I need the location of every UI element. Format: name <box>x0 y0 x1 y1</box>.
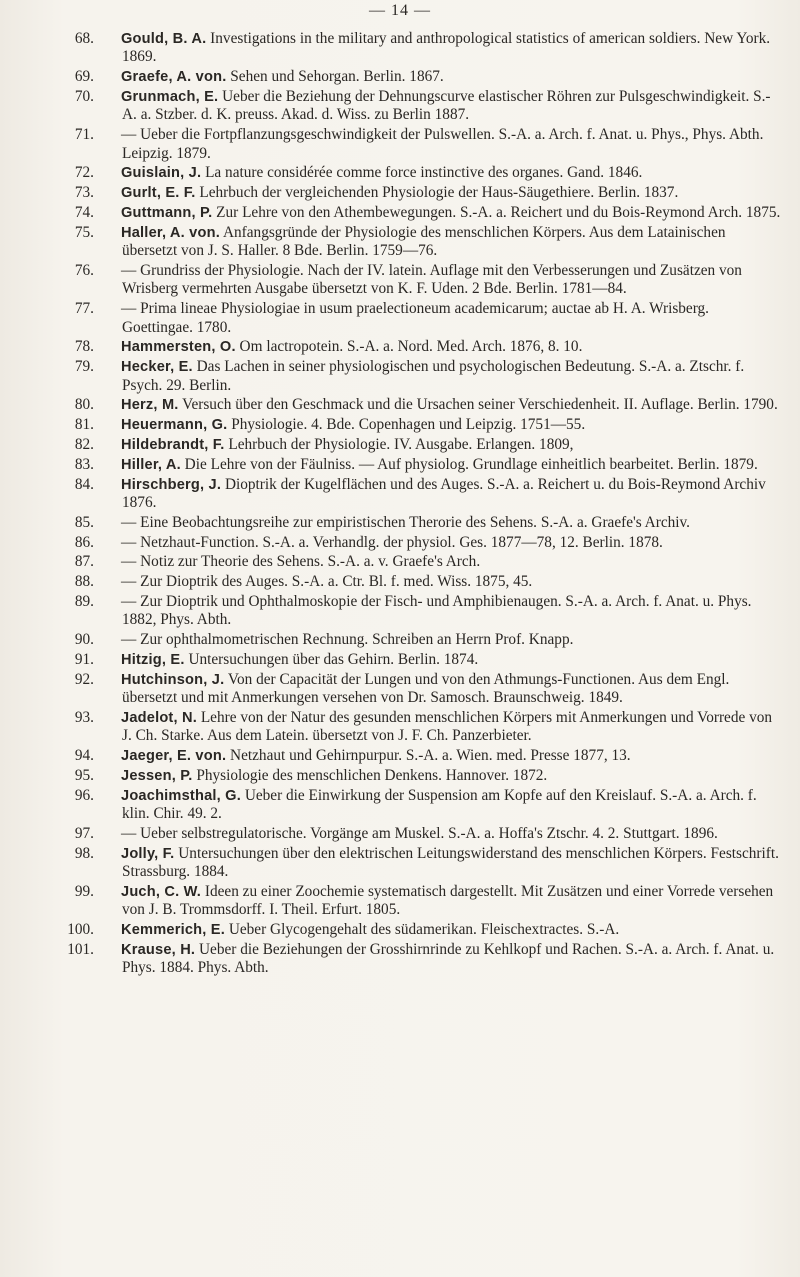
bibliography-entry <box>62 416 782 434</box>
entry-number: 92. <box>74 670 94 688</box>
entry-body <box>122 921 782 939</box>
bibliography-entry <box>62 164 782 182</box>
entry-body <box>122 224 782 261</box>
bibliography-entry <box>62 224 782 261</box>
entry-body <box>122 883 782 920</box>
entry-number: 70. <box>74 88 94 105</box>
entry-author: Grunmach, E. <box>121 89 219 105</box>
bibliography-entry <box>62 767 782 785</box>
bibliography-entry <box>62 88 782 125</box>
entry-number: 76. <box>74 262 94 279</box>
entry-body <box>122 787 782 824</box>
entry-title: Om lactropotein. S.-A. a. Nord. Med. Arch. 1876, 8. 10. <box>235 338 583 356</box>
entry-number: 82. <box>74 436 94 453</box>
bibliography-entry <box>62 456 782 474</box>
bibliography-entry <box>62 787 782 824</box>
entry-author: Jadelot, N. <box>121 709 197 726</box>
bibliography-entry <box>62 436 782 454</box>
bibliography-entry <box>62 300 782 337</box>
entry-author: Hiller, A. <box>121 456 181 473</box>
bibliography-entry <box>62 126 782 163</box>
entry-author: Jaeger, E. von. <box>121 748 227 765</box>
bibliography-entry <box>62 396 782 414</box>
entry-title: Lehrbuch der Physiologie. IV. Ausgabe. Erlangen. 1809, <box>224 436 574 453</box>
entry-number: 98. <box>74 844 94 862</box>
entry-number: 101. <box>67 940 94 958</box>
entry-title: Physiologie. 4. Bde. Copenhagen und Leipzig. 1751—55. <box>227 416 586 434</box>
entry-number: 79. <box>74 358 94 376</box>
entry-title: Ideen zu einer Zoochemie systematisch dargestellt. Mit Zusätzen und einer Vorrede versehen von J. B. Trommsdorff. I. Theil. Erfurt. 1805. <box>122 882 774 919</box>
entry-author: Guislain, J. <box>121 165 202 182</box>
entry-title: Ueber die Einwirkung der Suspension am Kopfe auf den Kreislauf. S.-A. a. Arch. f. klin. Chir. 49. 2. <box>122 786 757 823</box>
entry-title: Anfangsgründe der Physiologie des menschlichen Körpers. Aus dem Latainischen übersetzt von J. S. Haller. 8 Bde. Berlin. 1759—76. <box>122 223 726 260</box>
entry-title: — Zur Dioptrik des Auges. S.-A. a. Ctr. Bl. f. med. Wiss. 1875, 45. <box>121 573 533 591</box>
entry-author: Hecker, E. <box>121 359 193 376</box>
entry-title: Lehre von der Natur des gesunden menschlichen Körpers mit Anmerkungen und Vorrede von J. Ch. Starke. Aus dem Latein. übersetzt von J. F. Ch. Panzerbieter. <box>122 708 773 745</box>
bibliography-entry <box>62 631 782 649</box>
entry-body <box>122 262 782 299</box>
entry-title: Physiologie des menschlichen Denkens. Hannover. 1872. <box>192 766 548 784</box>
entry-number: 72. <box>74 164 94 182</box>
entry-body <box>122 747 782 765</box>
entry-title: Untersuchungen über das Gehirn. Berlin. 1874. <box>184 650 479 668</box>
entry-body <box>122 825 782 843</box>
entry-author: Herz, M. <box>121 397 179 414</box>
entry-author: Graefe, A. von. <box>121 69 227 86</box>
bibliography-entry <box>62 825 782 843</box>
entry-number: 74. <box>74 204 94 221</box>
entry-number: 96. <box>74 786 94 804</box>
entry-title: Das Lachen in seiner physiologischen und psychologischen Bedeutung. S.-A. a. Ztschr. f. Psych. 29. Berlin. <box>122 358 745 394</box>
entry-number: 100. <box>67 921 94 939</box>
entry-title: — Notiz zur Theorie des Sehens. S.-A. a. v. Graefe's Arch. <box>121 553 481 571</box>
entry-body <box>122 593 782 630</box>
entry-title: Ueber die Beziehung der Dehnungscurve elastischer Röhren zur Pulsgeschwindigkeit. S.-A. a. Stzber. d. K. preuss. Akad. d. Wiss. zu Berlin 1887. <box>122 88 771 124</box>
entry-title: Die Lehre von der Fäulniss. — Auf physiolog. Grundlage einheitlich bearbeitet. Berlin. 1879. <box>180 455 758 473</box>
entry-author: Hildebrandt, F. <box>121 437 225 453</box>
entry-body <box>122 88 782 125</box>
entry-title: Sehen und Sehorgan. Berlin. 1867. <box>226 68 444 86</box>
entry-number: 71. <box>74 126 94 144</box>
entry-title: Versuch über den Geschmack und die Ursachen seiner Verschiedenheit. II. Auflage. Berlin. 1790. <box>178 396 778 414</box>
bibliography-entry <box>62 358 782 395</box>
entry-title: La nature considérée comme force instinctive des organes. Gand. 1846. <box>201 164 643 182</box>
bibliography-entry <box>62 204 782 222</box>
entry-title: — Netzhaut-Function. S.-A. a. Verhandlg. der physiol. Ges. 1877—78, 12. Berlin. 1878. <box>121 533 663 551</box>
bibliography-entry <box>62 534 782 552</box>
bibliography-entry <box>62 651 782 669</box>
entry-title: Untersuchungen über den elektrischen Leitungswiderstand des menschlichen Körpers. Festschrift. Strassburg. 1884. <box>122 844 779 881</box>
entry-number: 81. <box>74 416 94 434</box>
entry-number: 87. <box>74 553 94 571</box>
entry-author: Joachimsthal, G. <box>121 787 241 804</box>
entry-number: 95. <box>74 766 94 784</box>
entry-author: Kemmerich, E. <box>121 922 225 939</box>
entry-number: 94. <box>74 747 94 765</box>
bibliography-entry <box>62 845 782 882</box>
entry-number: 73. <box>74 184 94 202</box>
entry-body <box>122 534 782 552</box>
entry-number: 89. <box>74 592 94 610</box>
bibliography-list <box>62 30 782 979</box>
bibliography-entry <box>62 941 782 978</box>
bibliography-entry <box>62 573 782 591</box>
entry-author: Hitzig, E. <box>121 651 185 668</box>
entry-number: 90. <box>74 631 94 649</box>
entry-title: Netzhaut und Gehirnpurpur. S.-A. a. Wien. med. Presse 1877, 13. <box>226 747 631 765</box>
entry-body <box>122 300 782 337</box>
entry-author: Krause, H. <box>121 941 196 958</box>
entry-body <box>122 651 782 669</box>
page-number: — 14 — <box>369 2 431 19</box>
entry-title: Investigations in the military and anthropological statistics of american soldiers. New York. 1869. <box>122 30 771 66</box>
entry-author: Gould, B. A. <box>121 31 207 47</box>
entry-body <box>122 358 782 395</box>
entry-number: 86. <box>74 533 94 551</box>
bibliography-entry <box>62 553 782 571</box>
entry-title: Ueber Glycogengehalt des südamerikan. Fleischextractes. S.-A. <box>225 921 620 939</box>
entry-number: 84. <box>74 475 94 493</box>
entry-body <box>122 68 782 86</box>
entry-author: Gurlt, E. F. <box>121 185 196 202</box>
entry-author: Hutchinson, J. <box>121 671 225 688</box>
bibliography-entry <box>62 262 782 299</box>
bibliography-entry <box>62 593 782 630</box>
entry-body <box>122 396 782 414</box>
entry-number: 69. <box>74 68 94 86</box>
entry-number: 75. <box>74 223 94 241</box>
entry-title: Dioptrik der Kugelflächen und des Auges. S.-A. a. Reichert u. du Bois-Reymond Archiv 1876. <box>122 475 766 511</box>
bibliography-entry <box>62 671 782 708</box>
entry-number: 93. <box>74 708 94 726</box>
bibliography-entry <box>62 68 782 86</box>
entry-number: 77. <box>74 300 94 318</box>
entry-number: 68. <box>74 30 94 47</box>
entry-body <box>122 456 782 474</box>
entry-body <box>122 184 782 202</box>
entry-author: Guttmann, P. <box>121 205 213 221</box>
entry-body <box>122 338 782 356</box>
bibliography-entry <box>62 184 782 202</box>
entry-number: 91. <box>74 650 94 668</box>
entry-author: Haller, A. von. <box>121 224 220 241</box>
entry-number: 88. <box>74 573 94 591</box>
entry-number: 99. <box>74 882 94 900</box>
bibliography-entry <box>62 30 782 67</box>
entry-title: Zur Lehre von den Athembewegungen. S.-A. a. Reichert und du Bois-Reymond Arch. 1875. <box>212 204 781 221</box>
entry-title: — Eine Beobachtungsreihe zur empiristischen Therorie des Sehens. S.-A. a. Graefe's Archiv. <box>121 513 690 531</box>
entry-title: — Zur Dioptrik und Ophthalmoskopie der Fisch- und Amphibienaugen. S.-A. a. Arch. f. Anat. u. Phys. 1882, Phys. Abth. <box>121 592 752 629</box>
entry-body <box>122 845 782 882</box>
entry-title: Von der Capacität der Lungen und von den Athmungs-Functionen. Aus dem Engl. übersetzt und mit Anmerkungen versehen von Dr. Samosch. Braunschweig. 1849. <box>122 670 730 707</box>
entry-body <box>122 553 782 571</box>
entry-author: Hirschberg, J. <box>121 476 222 493</box>
entry-body <box>122 416 782 434</box>
entry-body <box>122 126 782 163</box>
entry-title: — Zur ophthalmometrischen Rechnung. Schreiben an Herrn Prof. Knapp. <box>121 631 574 649</box>
entry-title: Ueber die Beziehungen der Grosshirnrinde zu Kehlkopf und Rachen. S.-A. a. Arch. f. Anat. u. Phys. 1884. Phys. Abth. <box>122 940 775 977</box>
entry-author: Hammersten, O. <box>121 339 236 356</box>
entry-title: — Ueber die Fortpflanzungsgeschwindigkeit der Pulswellen. S.-A. a. Arch. f. Anat. u. Phys., Phys. Abth. Leipzig. 1879. <box>121 126 764 162</box>
entry-number: 83. <box>74 455 94 473</box>
entry-author: Heuermann, G. <box>121 417 228 434</box>
entry-number: 80. <box>74 396 94 414</box>
entry-body <box>122 941 782 978</box>
entry-body <box>122 164 782 182</box>
entry-title: — Ueber selbstregulatorische. Vorgänge am Muskel. S.-A. a. Hoffa's Ztschr. 4. 2. Stuttgart. 1896. <box>121 824 718 842</box>
entry-title: — Grundriss der Physiologie. Nach der IV. latein. Auflage mit den Verbesserungen und Zusätzen von Wrisberg vermehrten Ausgabe übersetzt von K. F. Uden. 2 Bde. Berlin. 1781—84. <box>121 262 742 298</box>
entry-body <box>122 514 782 532</box>
entry-body <box>122 767 782 785</box>
entry-body <box>122 573 782 591</box>
entry-number: 85. <box>74 513 94 531</box>
entry-author: Jessen, P. <box>121 767 193 784</box>
bibliography-entry <box>62 921 782 939</box>
entry-title: Lehrbuch der vergleichenden Physiologie der Haus-Säugethiere. Berlin. 1837. <box>195 184 679 202</box>
entry-author: Jolly, F. <box>121 845 175 862</box>
entry-body <box>122 30 782 67</box>
entry-number: 78. <box>74 338 94 356</box>
bibliography-entry <box>62 338 782 356</box>
entry-body <box>122 436 782 454</box>
bibliography-entry <box>62 747 782 765</box>
entry-body <box>122 671 782 708</box>
bibliography-entry <box>62 514 782 532</box>
bibliography-entry <box>62 476 782 513</box>
entry-body <box>122 631 782 649</box>
entry-body <box>122 204 782 222</box>
bibliography-entry <box>62 709 782 746</box>
bibliography-entry <box>62 883 782 920</box>
entry-title: — Prima lineae Physiologiae in usum praelectioneum academicarum; auctae ab H. A. Wrisberg. Goettingae. 1780. <box>121 300 709 336</box>
entry-body <box>122 709 782 746</box>
entry-body <box>122 476 782 513</box>
entry-author: Juch, C. W. <box>121 883 202 900</box>
entry-number: 97. <box>74 824 94 842</box>
